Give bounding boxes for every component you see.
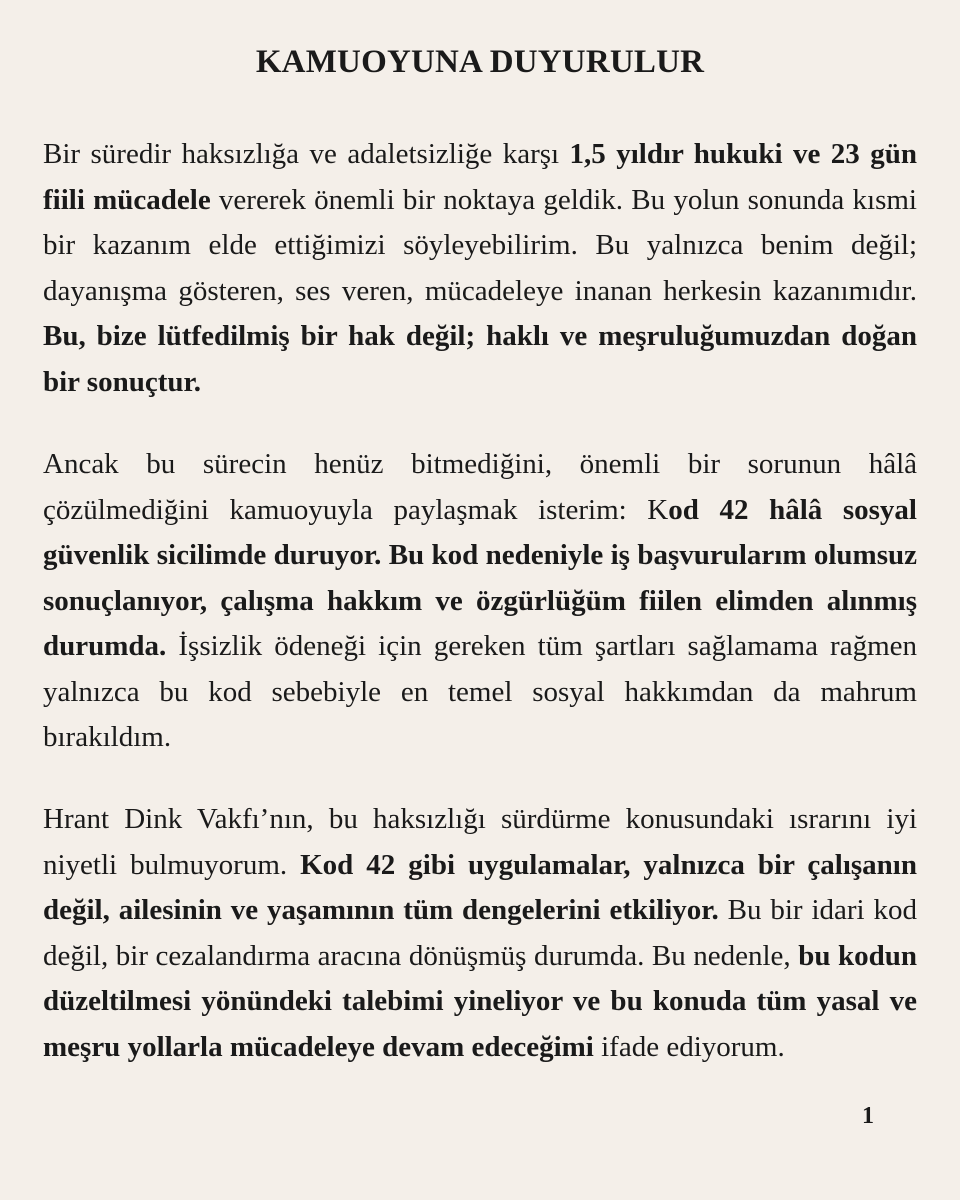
paragraph-2	[43, 442, 917, 761]
text-segment: Ancak bu sürecin henüz bitmediğini, önemli bir sorunun hâlâ çözülmediğini kamuoyuyla paylaşmak isterim: K	[43, 448, 917, 526]
page-number: 1	[862, 1103, 874, 1129]
text-segment: ifade ediyorum.	[593, 1030, 785, 1063]
bold-text-segment: bu kodun düzeltilmesi yönündeki talebimi yineliyor ve bu konuda tüm yasal ve meşru yollarla mücadeleye devam edeceğimi	[43, 939, 917, 1063]
bold-text-segment: Bu, bize lütfedilmiş bir hak değil; haklı ve meşruluğumuzdan doğan bir sonuçtur.	[43, 320, 917, 398]
bold-text-segment: 1,5 yıldır hukuki ve 23 gün fiili mücadele	[43, 138, 917, 216]
text-segment: İşsizlik ödeneği için gereken tüm şartları sağlamama rağmen yalnızca bu kod sebebiyle en temel sosyal hakkımdan da mahrum bırakıldım.	[43, 630, 917, 753]
bold-text-segment: od 42 hâlâ sosyal güvenlik sicilimde duruyor. Bu kod nedeniyle iş başvurularım olumsuz sonuçlanıyor, çalışma hakkım ve özgürlüğüm fiilen elimden alınmış durumda.	[43, 493, 917, 662]
paragraph-1	[43, 132, 917, 405]
text-segment: vererek önemli bir noktaya geldik. Bu yolun sonunda kısmi bir kazanım elde ettiğimizi söyleyebilirim. Bu yalnızca benim değil; dayanışma gösteren, ses veren, mücadeleye inanan herkesin kazanımıdır.	[43, 183, 917, 307]
bold-text-segment: Kod 42 gibi uygulamalar, yalnızca bir çalışanın değil, ailesinin ve yaşamının tüm dengelerini etkiliyor.	[43, 848, 917, 926]
paragraph-3	[43, 797, 917, 1070]
text-segment: Hrant Dink Vakfı’nın, bu haksızlığı sürdürme konusundaki ısrarını iyi niyetli bulmuyorum.	[43, 803, 917, 881]
document-title: KAMUOYUNA DUYURULUR	[255, 44, 705, 80]
text-segment: Bir süredir haksızlığa ve adaletsizliğe karşı	[43, 138, 570, 170]
text-segment: Bu bir idari kod değil, bir cezalandırma aracına dönüşmüş durumda. Bu nedenle,	[43, 894, 917, 972]
